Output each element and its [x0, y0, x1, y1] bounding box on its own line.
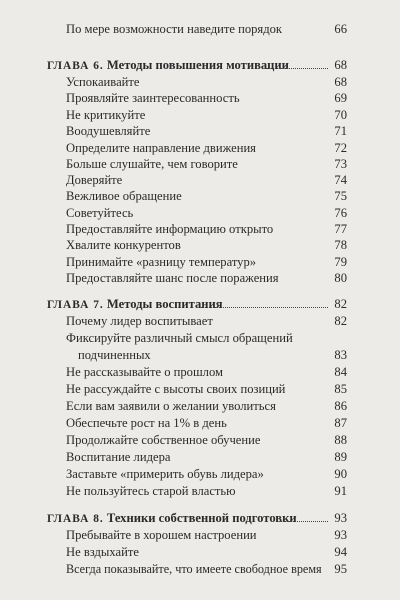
toc-entry [0, 237, 400, 255]
entry-title: Определите направление движения [66, 141, 256, 155]
toc-entry [0, 123, 400, 141]
toc-entry-continuation [0, 347, 400, 365]
entry-title: Не критикуйте [66, 108, 146, 122]
entry-title: Пребывайте в хорошем настроении [66, 528, 257, 542]
entry-title: По мере возможности наведите порядок [66, 22, 283, 36]
entry-title: Воспитание лидера [66, 450, 171, 464]
entry-page-number: 88 [334, 433, 347, 447]
entry-title: Всегда показывайте, что имеете свободное время [66, 562, 322, 576]
chapter-label: ГЛАВА 7. [47, 299, 104, 311]
chapter-page-number: 68 [334, 58, 347, 72]
entry-title: Доверяйте [66, 173, 123, 187]
entry-title: Предоставляйте информацию открыто [66, 222, 274, 236]
dot-leader [266, 68, 328, 69]
entry-title: Обеспечьте рост на 1% в день [66, 416, 227, 430]
chapter-name: Техники собственной подготовки [106, 511, 297, 525]
entry-title: Хвалите конкурентов [66, 238, 181, 252]
toc-entry [0, 188, 400, 206]
entry-page-number: 84 [334, 365, 347, 379]
chapter-name: Методы повышения мотивации [106, 58, 289, 72]
toc-entry [0, 415, 400, 433]
entry-page-number: 79 [334, 255, 347, 269]
entry-title: Не вздыхайте [66, 545, 139, 559]
entry-page-number: 82 [334, 314, 347, 328]
entry-page-number: 70 [334, 108, 347, 122]
entry-page-number: 72 [334, 141, 347, 155]
entry-page-number: 68 [334, 75, 347, 89]
entry-page-number: 94 [334, 545, 347, 559]
entry-page-number: 93 [334, 528, 347, 542]
entry-page-number: 80 [334, 271, 347, 285]
chapter-heading-6 [0, 57, 400, 75]
entry-page-number: 74 [334, 173, 347, 187]
chapter-label: ГЛАВА 8. [47, 513, 104, 525]
entry-page-number: 85 [334, 382, 347, 396]
entry-page-number: 78 [334, 238, 347, 252]
entry-page-number: 73 [334, 157, 347, 171]
entry-title: Не рассказывайте о прошлом [66, 365, 223, 379]
toc-entry [0, 527, 400, 545]
entry-page-number: 91 [334, 484, 347, 498]
entry-title: Больше слушайте, чем говорите [66, 157, 238, 171]
toc-entry [0, 313, 400, 331]
entry-title: Если вам заявили о желании уволиться [66, 399, 276, 413]
toc-entry [0, 449, 400, 467]
entry-title: подчиненных [78, 348, 151, 362]
chapter-heading-7 [0, 296, 400, 314]
entry-page-number: 71 [334, 124, 347, 138]
entry-page-number: 69 [334, 91, 347, 105]
entry-page-number: 95 [334, 562, 347, 576]
chapter-name: Методы воспитания [106, 297, 223, 311]
chapter-title [47, 296, 223, 313]
toc-entry [0, 398, 400, 416]
entry-title: Вежливое обращение [66, 189, 182, 203]
entry-title: Советуйтесь [66, 206, 134, 220]
entry-page-number: 90 [334, 467, 347, 481]
entry-title: Продолжайте собственное обучение [66, 433, 261, 447]
toc-entry [0, 364, 400, 382]
chapter-title [47, 57, 289, 74]
entry-title: Принимайте «разницу температур» [66, 255, 257, 269]
entry-title: Фиксируйте различный смысл обращений [66, 331, 293, 345]
entry-title: Предоставляйте шанс после поражения [66, 271, 279, 285]
entry-page-number: 66 [334, 22, 347, 36]
toc-entry [0, 432, 400, 450]
entry-page-number: 75 [334, 189, 347, 203]
entry-title: Не пользуйтесь старой властью [66, 484, 236, 498]
entry-title: Заставьте «примерить обувь лидера» [66, 467, 264, 481]
entry-page-number: 89 [334, 450, 347, 464]
toc-entry [0, 381, 400, 399]
toc-entry [0, 466, 400, 484]
toc-entry [0, 90, 400, 108]
toc-entry [0, 330, 400, 348]
chapter-page-number: 82 [334, 297, 347, 311]
toc-entry [0, 270, 400, 288]
entry-page-number: 77 [334, 222, 347, 236]
toc-entry [0, 544, 400, 562]
entry-title: Не рассуждайте с высоты своих позиций [66, 382, 286, 396]
toc-entry [0, 483, 400, 501]
entry-title: Проявляйте заинтересованность [66, 91, 240, 105]
toc-entry [0, 21, 400, 39]
entry-title: Воодушевляйте [66, 124, 151, 138]
chapter-page-number: 93 [334, 511, 347, 525]
entry-page-number: 76 [334, 206, 347, 220]
entry-page-number: 86 [334, 399, 347, 413]
entry-page-number: 87 [334, 416, 347, 430]
toc-entry [0, 561, 400, 579]
chapter-title [47, 510, 297, 527]
chapter-heading-8 [0, 510, 400, 528]
dot-leader [281, 521, 328, 522]
entry-title: Почему лидер воспитывает [66, 314, 213, 328]
chapter-label: ГЛАВА 6. [47, 60, 104, 72]
dot-leader [201, 307, 328, 308]
entry-page-number: 83 [334, 348, 347, 362]
entry-title: Успокаивайте [66, 75, 140, 89]
